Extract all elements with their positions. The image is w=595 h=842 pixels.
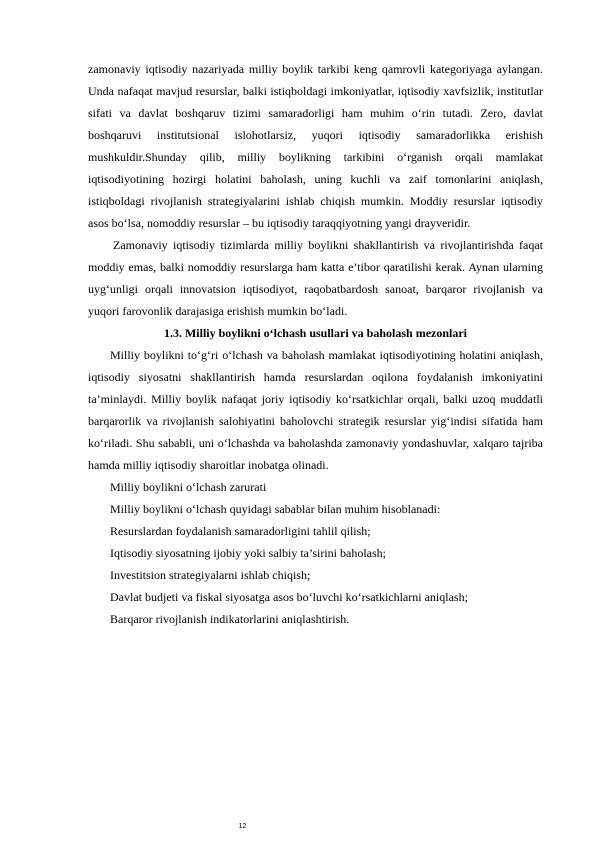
- list-line-3: Resurslardan foydalanish samaradorligini tahlil qilish;: [110, 524, 371, 538]
- list-line-6: Davlat budjeti va fiskal siyosatga asos bo‘luvchi ko‘rsatkichlarni aniqlash;: [110, 590, 468, 604]
- list-line-2: Milliy boylikni o‘lchash quyidagi sabablar bilan muhim hisoblanadi:: [110, 502, 441, 516]
- body-paragraph-2: Zamonaviy iqtisodiy tizimlarda milliy boylikni shakllantirish va rivojlantirishda faqat moddiy emas, balki nomoddiy resurslarga ham katta e’tibor qaratilishi kerak. Aynan ularning uyg‘unligi orqali innovatsion iqtisodiyot, raqobatbardosh sanoat, barqaror rivojlanish va yuqori farovonlik darajasiga erishish mumkin bo‘ladi.: [88, 238, 543, 318]
- body-paragraph-1: zamonaviy iqtisodiy nazariyada milliy boylik tarkibi keng qamrovli kategoriyaga aylangan. Unda nafaqat mavjud resurslar, balki istiqboldagi imkoniyatlar, iqtisodiy xavfsizlik, institutlar sifati va davlat boshqaruv tizimi samaradorligi ham muhim o‘rin tutadi. Zero, davlat boshqaruvi institutsional islohotlarsiz, yuqori iqtisodiy samaradorlikka erishish mushkuldir.Shunday qilib, milliy boylikning tarkibini o‘rganish orqali mamlakat iqtisodiyotining hozirgi holatini baholash, uning kuchli va zaif tomonlarini aniqlash, istiqboldagi rivojlanish strategiyalarini ishlab chiqish mumkin. Moddiy resurslar iqtisodiy asos bo‘lsa, nomoddiy resurslar – bu iqtisodiy taraqqiyotning yangi drayveridir.: [88, 62, 543, 230]
- list-line-4: Iqtisodiy siyosatning ijobiy yoki salbiy ta’sirini baholash;: [110, 546, 386, 560]
- list-line-7: Barqaror rivojlanish indikatorlarini aniqlashtirish.: [110, 612, 350, 626]
- section-heading: 1.3. Milliy boylikni o‘lchash usullari va baholash mezonlari: [163, 326, 468, 340]
- page-number: 12: [238, 823, 247, 830]
- list-line-1: Milliy boylikni o‘lchash zarurati: [110, 480, 267, 494]
- list-line-5: Investitsion strategiyalarni ishlab chiqish;: [110, 568, 311, 582]
- document-page: [88, 58, 543, 630]
- section-paragraph: Milliy boylikni to‘g‘ri o‘lchash va baholash mamlakat iqtisodiyotining holatini aniqlash, iqtisodiy siyosatni shakllantirish hamda resurslardan oqilona foydalanish imkoniyatini ta’minlaydi. Milliy boylik nafaqat joriy iqtisodiy ko‘rsatkichlar orqali, balki uzoq muddatli barqarorlik va rivojlanish salohiyatini baholovchi strategik resurslar yig‘indisi sifatida ham ko‘riladi. Shu sababli, uni o‘lchashda va baholashda zamonaviy yondashuvlar, xalqaro tajriba hamda milliy iqtisodiy sharoitlar inobatga olinadi.: [88, 348, 543, 472]
